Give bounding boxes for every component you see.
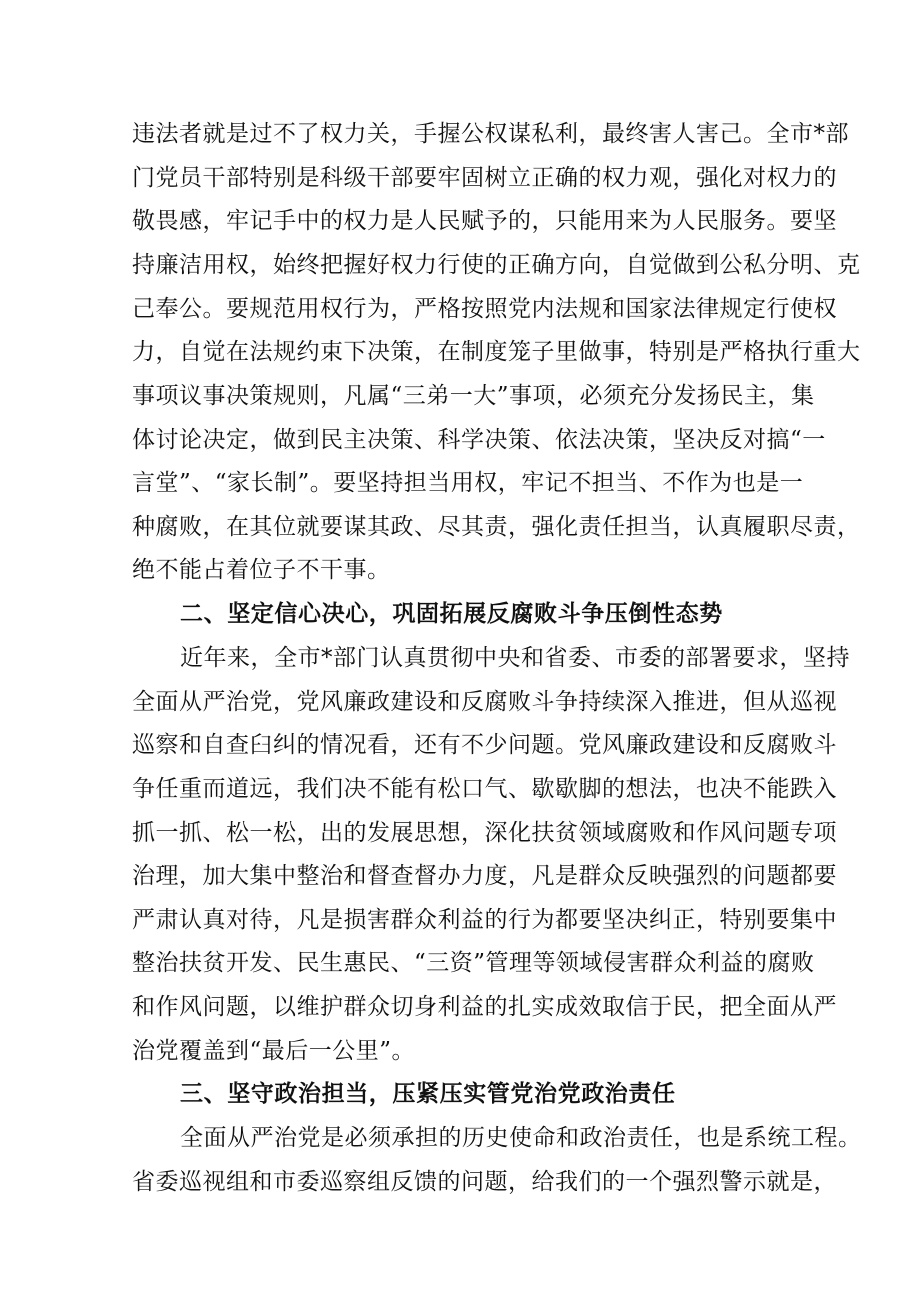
- text-line: 持廉洁用权，始终把握好权力行使的正确方向，自觉做到公私分明、克: [132, 252, 861, 278]
- text-line: 全面从严治党，党风廉政建设和反腐败斗争持续深入推进，但从巡视: [132, 689, 837, 715]
- text-line: 绝不能占着位子不干事。: [132, 557, 391, 583]
- text-line: 敬畏感，牢记手中的权力是人民赋予的，只能用来为人民服务。要坚: [132, 208, 837, 234]
- section-heading-3: 三、坚守政治担当，压紧压实管党治党政治责任: [180, 1081, 676, 1107]
- text-line: 治党覆盖到“最后一公里”。: [132, 1038, 416, 1064]
- text-line: 和作风问题，以维护群众切身利益的扎实成效取信于民，把全面从严: [132, 994, 837, 1020]
- text-line: 己奉公。要规范用权行为，严格按照党内法规和国家法律规定行使权: [132, 296, 837, 322]
- text-line: 事项议事决策规则，凡属“三弟一大”事项，必须充分发扬民主，集: [132, 383, 815, 409]
- text-line: 巡察和自查臼纠的情况看，还有不少问题。党风廉政建设和反腐败斗: [132, 732, 837, 758]
- text-line: 言堂”、“家长制”。要坚持担当用权，牢记不担当、不作为也是一: [132, 470, 804, 496]
- text-line: 争任重而道远，我们决不能有松口气、歇歇脚的想法，也决不能跌入: [132, 776, 837, 802]
- text-line: 抓一抓、松一松，出的发展思想，深化扶贫领域腐败和作风问题专项: [132, 820, 837, 846]
- text-line: 省委巡视组和市委巡察组反馈的问题，给我们的一个强烈警示就是，: [132, 1169, 837, 1195]
- text-line: 治理，加大集中整治和督查督办力度，凡是群众反映强烈的问题都要: [132, 863, 837, 889]
- text-line: 违法者就是过不了权力关，手握公权谋私利，最终害人害己。全市*部: [132, 121, 849, 147]
- text-line: 整治扶贫开发、民生惠民、“三资”管理等领域侵害群众利益的腐败: [132, 950, 815, 976]
- text-line: 门党员干部特别是科级干部要牢固树立正确的权力观，强化对权力的: [132, 165, 837, 191]
- text-line: 近年来，全市*部门认真贯彻中央和省委、市委的部署要求，坚持: [180, 645, 850, 671]
- text-line: 体讨论决定，做到民主决策、科学决策、依法决策，坚决反对搞“一: [132, 427, 826, 453]
- text-line: 全面从严治党是必须承担的历史使命和政治责任，也是系统工程。: [180, 1125, 862, 1151]
- text-line: 严肃认真对待，凡是损害群众利益的行为都要坚决纠正，特别要集中: [132, 907, 837, 933]
- section-heading-2: 二、坚定信心决心，巩固拓展反腐败斗争压倒性态势: [180, 601, 723, 627]
- text-line: 种腐败，在其位就要谋其政、尽其责，强化责任担当，认真履职尽责，: [132, 514, 861, 540]
- text-line: 力，自觉在法规约束下决策，在制度笼子里做事，特别是严格执行重大: [132, 339, 861, 365]
